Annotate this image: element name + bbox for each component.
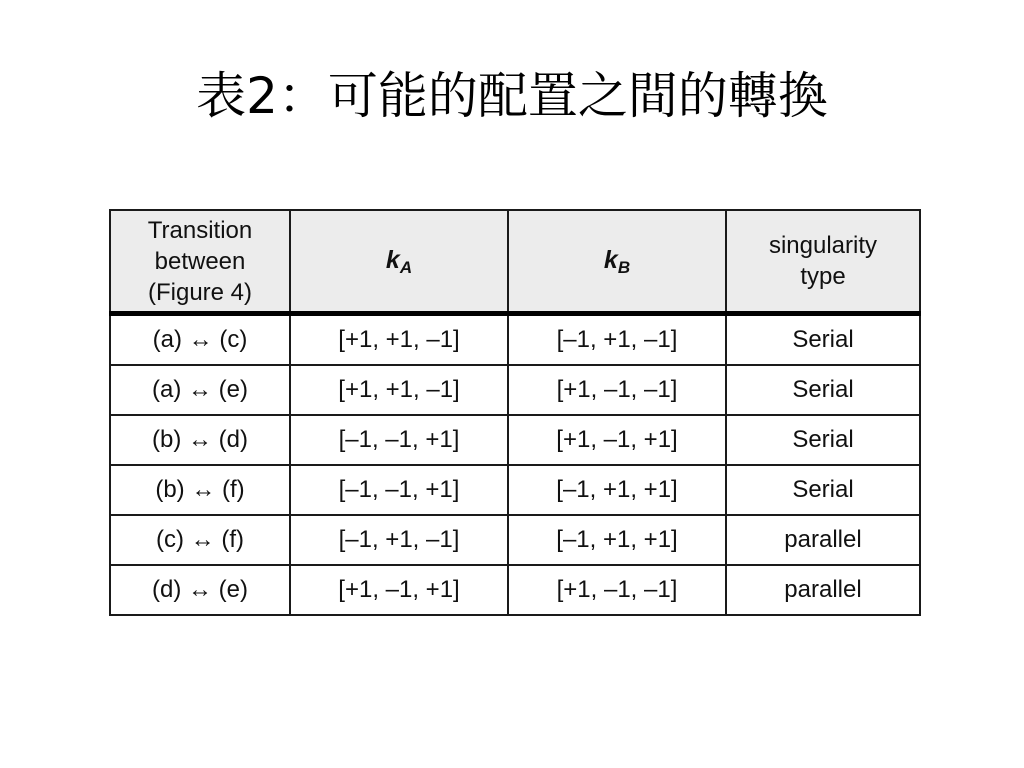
cell-transition: (a) ↔ (e) [110,365,290,415]
table-row [110,365,920,415]
table-header [110,210,920,314]
cell-transition: (b) ↔ (f) [110,465,290,515]
cell-k-b: [+1, –1, –1] [508,365,726,415]
cell-singularity: Serial [726,314,920,366]
table-row [110,515,920,565]
cell-transition: (a) ↔ (c) [110,314,290,366]
cell-k-b: [+1, –1, –1] [508,565,726,615]
header-k-b-symbol: k [603,245,618,274]
cell-k-a: [+1, +1, –1] [290,314,508,366]
header-transition-line: between [154,247,246,275]
header-row [110,210,920,314]
header-transition-line: (Figure 4) [147,278,253,306]
cell-k-b: [+1, –1, +1] [508,415,726,465]
cell-k-a: [+1, –1, +1] [290,565,508,615]
cell-singularity: parallel [726,565,920,615]
transition-table [109,209,921,616]
header-k-b [508,210,726,314]
cell-transition: (b) ↔ (d) [110,415,290,465]
cell-k-b: [–1, +1, +1] [508,465,726,515]
cell-singularity: Serial [726,365,920,415]
cell-transition: (d) ↔ (e) [110,565,290,615]
cell-k-a: [+1, +1, –1] [290,365,508,415]
cell-transition: (c) ↔ (f) [110,515,290,565]
table-row [110,314,920,366]
slide-title: 表2：可能的配置之間的轉換 [196,67,828,125]
header-transition [110,210,290,314]
cell-k-b: [–1, +1, –1] [508,314,726,366]
cell-singularity: parallel [726,515,920,565]
cell-singularity: Serial [726,415,920,465]
header-k-a-subscript: A [399,257,413,277]
transition-table-container [109,209,919,616]
header-singularity-line: singularity [768,232,878,259]
table-row [110,465,920,515]
cell-k-a: [–1, –1, +1] [290,415,508,465]
cell-singularity: Serial [726,465,920,515]
table-row [110,565,920,615]
header-singularity-type [726,210,920,314]
cell-k-b: [–1, +1, +1] [508,515,726,565]
header-transition-line: Transition [147,216,253,244]
table-row [110,415,920,465]
header-k-a [290,210,508,314]
cell-k-a: [–1, –1, +1] [290,465,508,515]
header-k-b-subscript: B [617,257,631,277]
cell-k-a: [–1, +1, –1] [290,515,508,565]
table-body [110,314,920,616]
header-singularity-line: type [800,263,846,290]
header-k-a-symbol: k [385,245,400,274]
